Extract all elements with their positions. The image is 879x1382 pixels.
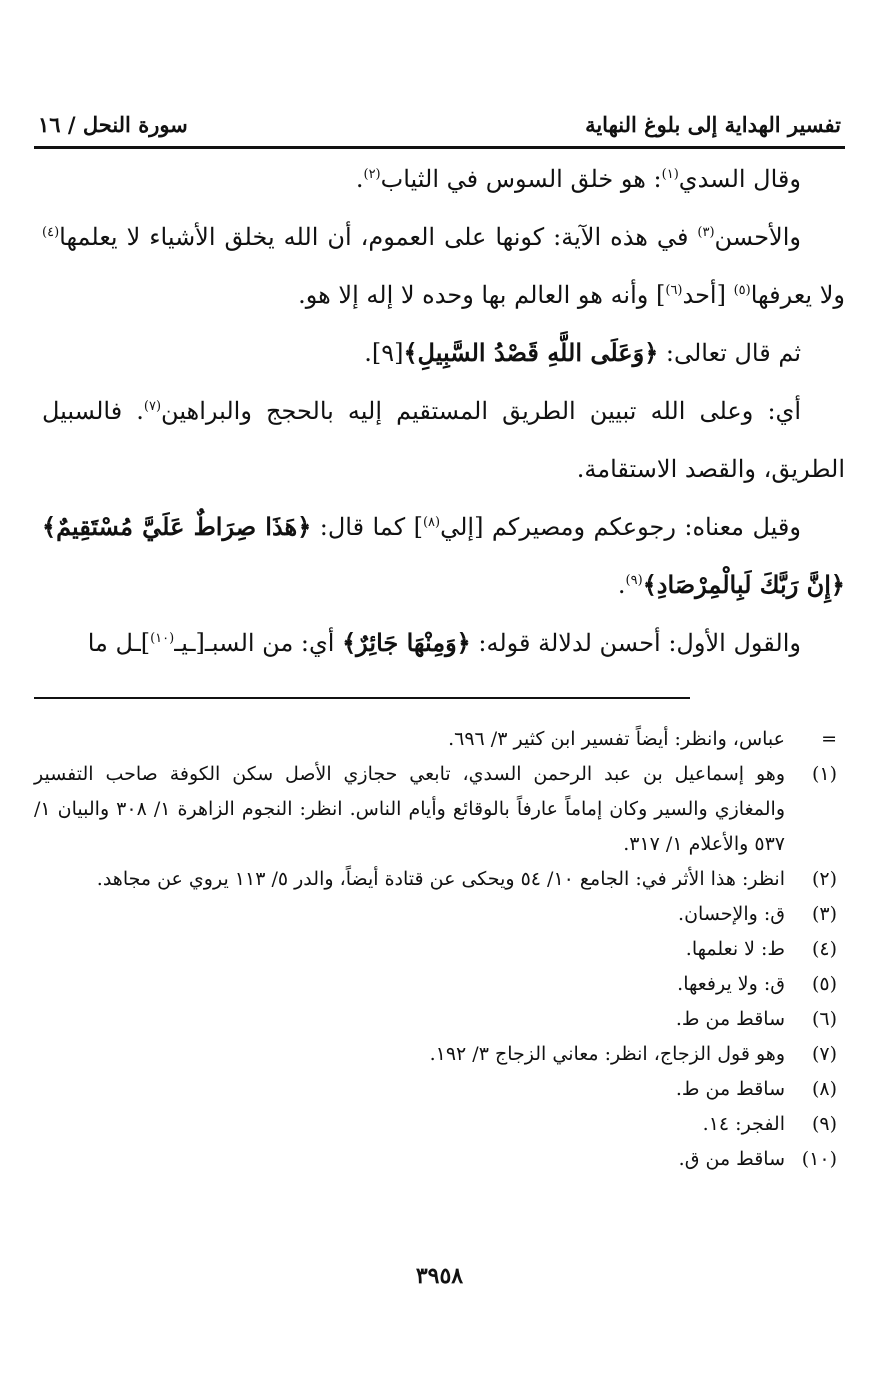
footnote-number: (١٠) — [801, 1148, 837, 1170]
paragraph-2 — [42, 208, 845, 324]
paragraph-5 — [42, 498, 845, 614]
footnote-ref: (٧) — [143, 399, 162, 414]
footnote-number: (٩) — [811, 1113, 837, 1135]
paragraph-6 — [42, 614, 845, 672]
text-segment: ]ـل ما — [87, 629, 151, 657]
text-segment: ولا يعرفها — [750, 281, 845, 309]
footnote-item — [34, 757, 837, 862]
page-header — [34, 104, 845, 149]
footnote-number: (٨) — [811, 1078, 837, 1100]
footnote-item — [34, 722, 837, 757]
text-segment: [أحد — [682, 281, 734, 309]
footnote-text: ق: والإحسان. — [678, 903, 785, 925]
quran-verse: ﴿وَمِنْهَا جَائِرٌ﴾ — [342, 628, 471, 657]
footnote-ref: (٩) — [625, 573, 643, 588]
page-number: ٣٩٥٨ — [415, 1263, 464, 1289]
footnote-number: (٤) — [811, 938, 837, 960]
footnote-text: وهو قول الزجاج، انظر: معاني الزجاج ٣/ ١٩٢. — [429, 1043, 785, 1065]
text-segment: أي: وعلى الله تبيين الطريق المستقيم إليه بالحجج والبراهين — [161, 397, 801, 425]
footnote-number: (٥) — [811, 973, 837, 995]
footnote-ref: (٣) — [697, 225, 715, 240]
footnote-number: (٢) — [811, 868, 837, 890]
footnote-text: ساقط من ط. — [675, 1008, 785, 1030]
footnote-text: انظر: هذا الأثر في: الجامع ١٠/ ٥٤ ويحكى عن قتادة أيضاً، والدر ٥/ ١١٣ يروي عن مجاهد. — [96, 868, 785, 890]
footnote-ref: (١) — [661, 167, 679, 182]
footnote-text: الفجر: ١٤. — [702, 1113, 785, 1135]
footnote-text: وهو إسماعيل بن عبد الرحمن السدي، تابعي حجازي الأصل سكن الكوفة صاحب التفسير والمغازي والسير وكان إماماً عارفاً بالوقائع وأيام الناس. انظر: النجوم الزاهرة ١/ ٣٠٨ والبيان ١/ ٥٣٧ والأعلام ١/ ٣١٧. — [34, 763, 785, 855]
footnote-item — [34, 1107, 837, 1142]
text-segment: : هو خلق السوس في الثياب — [380, 165, 662, 193]
footnote-ref: (٢) — [363, 167, 381, 182]
verse-number: [٩]. — [364, 339, 404, 367]
footnote-text: عباس، وانظر: أيضاً تفسير ابن كثير ٣/ ٦٩٦. — [448, 728, 785, 750]
text-segment: أي: من السبـ[ـيـ — [174, 629, 343, 657]
footnotes — [34, 722, 837, 1177]
quran-verse: ﴿هَذَا صِرَاطٌ عَلَيَّ مُسْتَقِيمٌ﴾ — [42, 512, 312, 541]
footnote-text: ط: لا نعلمها. — [685, 938, 785, 960]
footnote-ref: (٨) — [422, 515, 441, 530]
footnote-number: (١) — [811, 763, 837, 785]
footnote-separator — [34, 697, 690, 699]
text-segment: . — [355, 165, 364, 193]
footnote-number: (٣) — [811, 903, 837, 925]
footnote-item — [34, 932, 837, 967]
footnote-item — [34, 862, 837, 897]
book-title: تفسير الهداية إلى بلوغ النهاية — [585, 111, 841, 137]
surah-reference: سورة النحل / ١٦ — [38, 111, 188, 137]
paragraph-3 — [42, 324, 845, 382]
text-segment: ثم قال تعالى: — [658, 339, 801, 367]
footnote-number: (٦) — [811, 1008, 837, 1030]
paragraph-4 — [42, 382, 845, 498]
text-segment: . — [617, 571, 626, 599]
text-segment: وقيل معناه: رجوعكم ومصيركم [إلي — [440, 513, 801, 541]
footnote-ref: (١٠) — [150, 631, 175, 646]
footnote-item — [34, 1072, 837, 1107]
footnote-number: = — [821, 728, 837, 750]
text-segment: وقال السدي — [678, 165, 801, 193]
text-segment: ] كما قال: — [311, 513, 423, 541]
footnote-item — [34, 1037, 837, 1072]
footnote-item — [34, 1002, 837, 1037]
footnote-ref: (٦) — [665, 283, 683, 298]
footnote-item — [34, 897, 837, 932]
main-text — [42, 150, 845, 672]
footnote-ref: (٤) — [42, 225, 60, 240]
footnote-ref: (٥) — [733, 283, 751, 298]
footnote-text: ق: ولا يرفعها. — [677, 973, 785, 995]
text-segment: في هذه الآية: كونها على العموم، أن الله يخلق الأشياء لا يعلمها — [59, 223, 698, 251]
footnote-item — [34, 967, 837, 1002]
book-page — [34, 0, 845, 1382]
text-segment: ] وأنه هو العالم بها وحده لا إله إلا هو. — [298, 281, 666, 309]
footnote-number: (٧) — [811, 1043, 837, 1065]
paragraph-1 — [42, 150, 845, 208]
footnote-text: ساقط من ط. — [675, 1078, 785, 1100]
quran-verse: ﴿وَعَلَى اللَّهِ قَصْدُ السَّبِيلِ﴾ — [403, 338, 659, 367]
text-segment: . فالسبيل الطريق، والقصد الاستقامة. — [42, 397, 845, 483]
footnote-text: ساقط من ق. — [678, 1148, 785, 1170]
footnote-item — [34, 1142, 837, 1177]
quran-verse: ﴿إِنَّ رَبَّكَ لَبِالْمِرْصَادِ﴾ — [642, 570, 845, 599]
text-segment: والقول الأول: أحسن لدلالة قوله: — [470, 629, 801, 657]
text-segment: والأحسن — [714, 223, 801, 251]
